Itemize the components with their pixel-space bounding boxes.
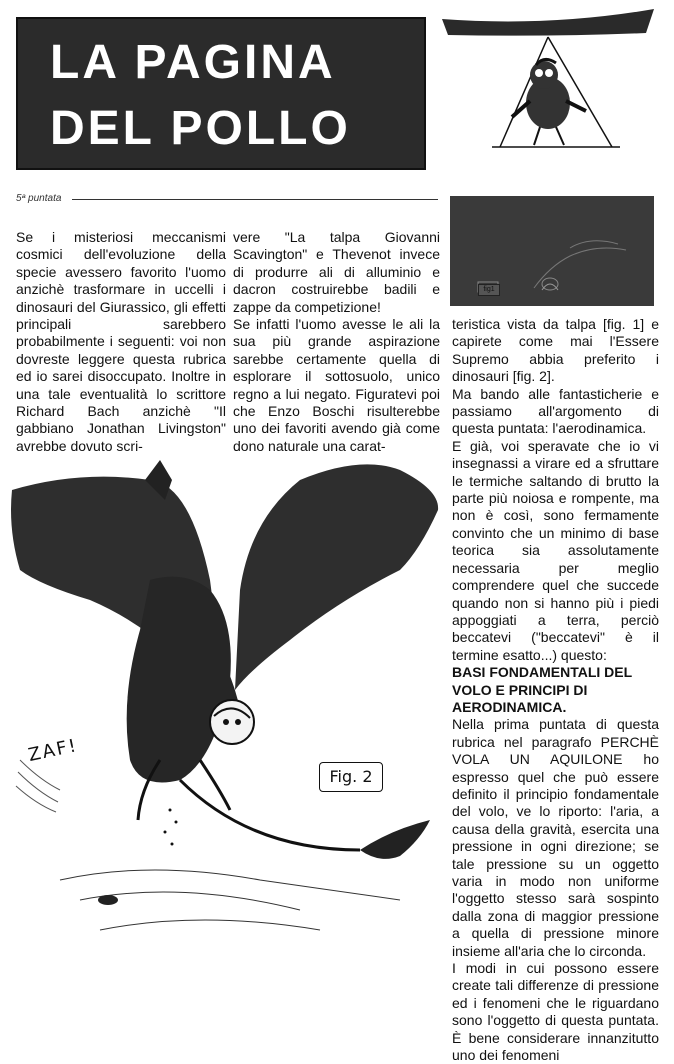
paragraph: teristica vista da talpa [fig. 1] e capirete come mai l'Essere Supremo abbia preferito i dinosauri [fig. 2].: [452, 316, 659, 385]
paragraph: vere "La talpa Giovanni Scavington" e Thevenot invece di produrre ali di alluminio e dacron costruirebbe badili e zappe da competizione!: [233, 229, 440, 315]
paragraph: E già, voi speravate che io vi insegnassi a virare ed a sfruttare le termiche saltando di brutto la parte più noiosa e rompente, ma non è così, sono fermamente convinto che un minimo di base teorica sia assolutamente necessaria per meglio comprendere quel che succede quando non si hanno più i piedi appoggiati a terra, perciò beccatevi ("beccatevi" è il termine esatto...) questo:: [452, 437, 659, 663]
paragraph: Se i misteriosi meccanismi cosmici dell'evoluzione della specie avessero favorito l'uomo anzichè trasformare in uccelli i dinosauri del Giurassico, gli effetti principali sarebbero probabilmente i seguenti: voi non dovreste leggere questa rubrica ed io sarei disoccupato. Inoltre in una tale eventualità lo scrittore Richard Bach anzichè "Il gabbiano Jonathan Livingston" avrebbe dovuto scri-: [16, 229, 226, 454]
paragraph: Se infatti l'uomo avesse le ali la sua più grande aspirazione sarebbe certamente quella di esplorare il sottosuolo, unico regno a lui negato. Figuratevi poi che Enzo Boschi risulterebbe uno dei favoriti avendo già come dono naturale una carat-: [233, 316, 440, 454]
figure-2-caption: Fig. 2: [319, 762, 383, 792]
episode-label: 5ª puntata: [16, 193, 62, 204]
figure-1-caption: fig1: [478, 284, 500, 296]
paragraph: Nella prima puntata di questa rubrica nel paragrafo PERCHÈ VOLA UN AQUILONE ho espresso quel che può essere definito il principio fondamentale del volo, ve lo riporto: l'aria, a causa della gravità, esercita una pressione in ogni direzione; se tale pressione su un oggetto varia in modo non uniforme l'oggetto stesso sarà sospinto dalla zona di maggior pressione a quella di pressione minore insieme all'aria che lo circonda.: [452, 716, 659, 959]
title-line-2: DEL POLLO: [50, 102, 351, 155]
article-column-3: [452, 316, 659, 1064]
article-column-2: [233, 229, 440, 455]
figure-2-pterodactyl-illustration: [0, 460, 450, 997]
paragraph: Ma bando alle fantasticherie e passiamo all'argomento di questa puntata: l'aerodinamica.: [452, 385, 659, 437]
article-column-1: [16, 229, 226, 455]
chicken-hang-glider-logo: [440, 5, 656, 155]
episode-rule: [72, 199, 438, 200]
sound-effect-text: ZAF!: [26, 735, 80, 766]
paragraph: I modi in cui possono essere create tali differenze di pressione ed i fenomeni che le riguardano sono l'oggetto di questa puntata. È bene considerare innanzitutto uno dei fenomeni: [452, 960, 659, 1064]
title-banner: [16, 17, 426, 170]
title-line-1: LA PAGINA: [50, 36, 336, 89]
section-heading: BASI FONDAMENTALI DEL VOLO E PRINCIPI DI AERODINAMICA.: [452, 664, 632, 715]
